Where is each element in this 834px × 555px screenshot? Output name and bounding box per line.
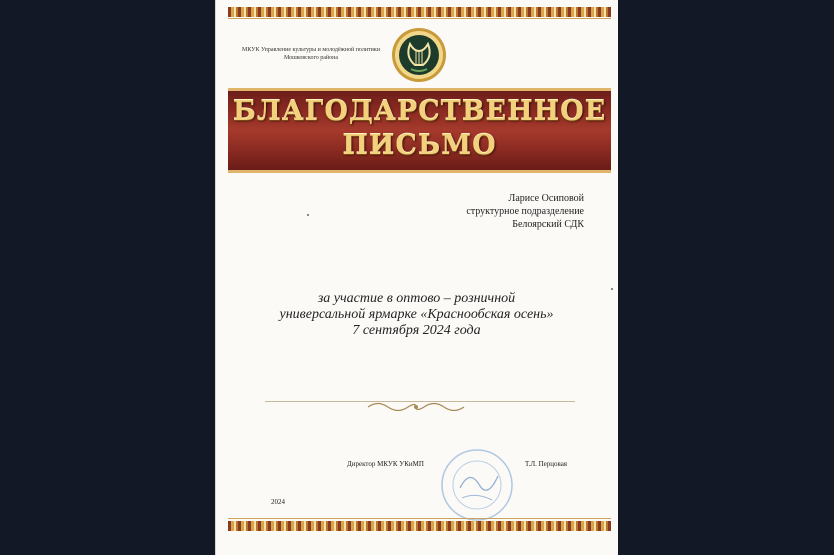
- organization-name: МКУК Управление культуры и молодёжной политики Мошковского района: [241, 47, 381, 61]
- director-label: Директор МКУК УКиМП: [347, 460, 424, 468]
- recipient-place: Белоярский СДК: [512, 219, 584, 230]
- title-banner: [228, 88, 611, 173]
- title-line-1: БЛАГОДАРСТВЕННОЕ: [232, 96, 607, 127]
- bottom-ornament-line: [228, 518, 611, 519]
- page-edge: [215, 0, 216, 555]
- recipient-name: Ларисе Осиповой: [508, 193, 584, 204]
- title-line-2: ПИСЬМО: [342, 130, 497, 161]
- lyre-logo-icon: [391, 27, 447, 83]
- round-stamp-icon: [440, 448, 515, 523]
- top-ornament-border: [228, 7, 611, 17]
- signer-name: Т.Л. Перцовая: [525, 460, 568, 468]
- reason-line-2: универсальной ярмарке «Краснообская осень»: [279, 307, 554, 322]
- bottom-ornament-border: [228, 521, 611, 531]
- scan-speck: [611, 288, 613, 290]
- certificate-page: [215, 0, 618, 555]
- recipient-block: [466, 192, 584, 231]
- scan-speck: [307, 214, 309, 216]
- reason-line-1: за участие в оптово – розничной: [317, 291, 516, 306]
- reason-text: [235, 291, 598, 339]
- year-label: 2024: [271, 498, 285, 506]
- top-ornament-line: [228, 18, 611, 19]
- recipient-unit: структурное подразделение: [466, 206, 584, 217]
- reason-line-3: 7 сентября 2024 года: [352, 323, 481, 338]
- flourish-ornament-icon: [366, 398, 466, 416]
